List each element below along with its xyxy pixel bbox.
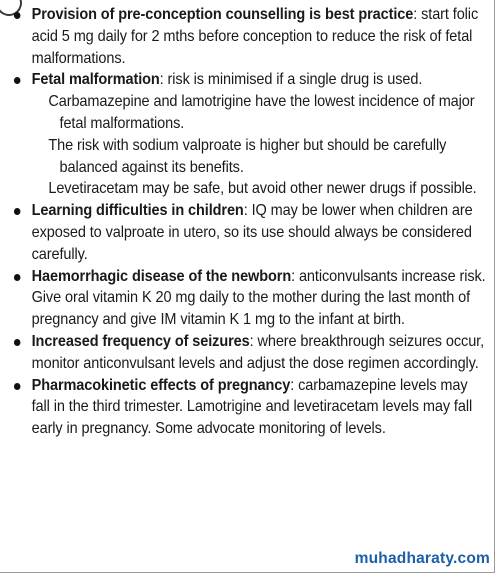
sub-item: Carbamazepine and lamotrigine have the lowest incidence of major fetal malformations. [48,93,475,132]
item-title: Haemorrhagic disease of the newborn [31,267,292,285]
item-title: Fetal malformation [31,71,160,89]
item-text: : IQ may be lower when children are exposed to valproate in utero, so its use should always be considered carefully. [31,202,473,263]
item-title: Provision of pre-conception counselling is best practice [31,6,414,23]
item-text: : carbamazepine levels may fall in the third trimester. Lamotrigine and levetiracetam levels may fall early in pregnancy. Some advocate monitoring of levels. [31,376,473,438]
list-item [0,266,488,331]
watermark: muhadharaty.com [354,550,490,567]
item-text: : risk is minimised if a single drug is used. [159,71,423,89]
sub-list [0,91,488,200]
bullet-icon [14,208,21,215]
item-text: : anticonvulsants increase risk. Give oral vitamin K 20 mg daily to the mother during the last month of pregnancy and give IM vitamin K 1 mg to the infant at birth. [31,267,486,329]
bullet-icon [14,339,21,346]
item-text: : where breakthrough seizures occur, monitor anticonvulsant levels and adjust the dose regimen accordingly. [31,332,485,372]
list-item [0,331,488,375]
bullet-icon [14,77,21,84]
item-title: Learning difficulties in children [31,202,244,220]
sub-item: Levetiracetam may be safe, but avoid other newer drugs if possible. [48,180,477,198]
list-item [0,4,488,69]
item-text: : start folic acid 5 mg daily for 2 mths before conception to reduce the risk of fetal malformations. [31,6,479,67]
item-title: Increased frequency of seizures [31,332,250,350]
bullet-icon [14,383,21,390]
list-item [0,200,488,265]
list-item [0,375,488,440]
sub-item: The risk with sodium valproate is higher but should be carefully balanced against its benefits. [48,136,447,176]
item-title: Pharmacokinetic effects of pregnancy [31,376,291,394]
list-item [0,69,488,91]
bullet-icon [14,274,21,281]
bullet-icon [14,12,21,19]
bullet-list [0,4,488,440]
